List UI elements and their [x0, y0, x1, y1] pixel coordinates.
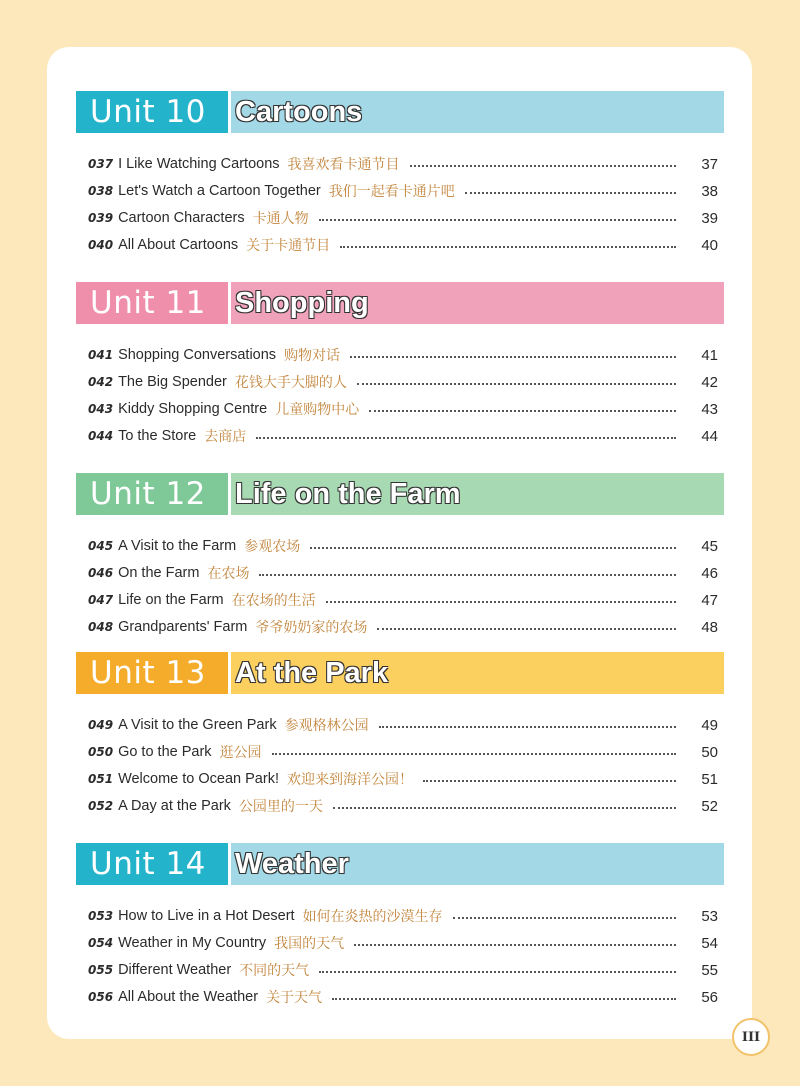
lesson-code: 044: [88, 429, 114, 443]
toc-entry[interactable]: [88, 589, 718, 611]
toc-entry[interactable]: [88, 768, 718, 790]
dot-leader: [326, 601, 676, 603]
lesson-code: 056: [88, 990, 114, 1004]
lesson-code: 053: [88, 909, 114, 923]
lesson-title-zh: 爷爷奶奶家的农场: [255, 620, 368, 636]
dot-leader: [319, 971, 676, 973]
dot-leader: [357, 383, 676, 385]
lesson-page-number: 41: [701, 346, 718, 364]
unit-title: Life on the Farm: [235, 477, 461, 510]
lesson-title-en: Shopping Conversations: [118, 347, 277, 363]
lesson-code: 042: [88, 375, 114, 389]
lesson-title-zh: 关于天气: [266, 990, 323, 1006]
lesson-title-zh: 公园里的一天: [238, 799, 323, 815]
lesson-title-zh: 我们一起看卡通片吧: [328, 184, 455, 200]
lesson-page-number: 38: [701, 182, 718, 200]
lesson-page-number: 56: [701, 988, 718, 1006]
lesson-code: 040: [88, 238, 114, 252]
lesson-title-zh: 我喜欢看卡通节目: [287, 157, 400, 173]
toc-entry[interactable]: [88, 795, 718, 817]
lesson-page-number: 37: [701, 155, 718, 173]
lesson-code: 037: [88, 157, 114, 171]
lesson-page-number: 43: [701, 400, 718, 418]
unit-section: [76, 91, 724, 254]
lesson-title-en: A Visit to the Green Park: [118, 717, 277, 733]
unit-banner-divider: [228, 843, 231, 885]
unit-banner-divider: [228, 282, 231, 324]
dot-leader: [453, 917, 676, 919]
lesson-page-number: 52: [701, 797, 718, 815]
lesson-code: 046: [88, 566, 114, 580]
unit-section: [76, 652, 724, 815]
lesson-title-en: A Day at the Park: [118, 798, 231, 814]
dot-leader: [423, 780, 676, 782]
lesson-page-number: 46: [701, 564, 718, 582]
lesson-title-zh: 关于卡通节目: [246, 238, 331, 254]
lesson-title-zh: 儿童购物中心: [275, 402, 360, 418]
dot-leader: [379, 726, 676, 728]
toc-entry[interactable]: [88, 959, 718, 981]
toc-entry[interactable]: [88, 562, 718, 584]
unit-banner: [76, 91, 724, 133]
page-number-badge: [732, 1018, 770, 1056]
lesson-page-number: 51: [701, 770, 718, 788]
lesson-code: 052: [88, 799, 114, 813]
lesson-page-number: 44: [701, 427, 718, 445]
lesson-code: 049: [88, 718, 114, 732]
lesson-title-zh: 卡通人物: [252, 211, 309, 227]
lesson-page-number: 48: [701, 618, 718, 636]
lesson-title-zh: 参观格林公园: [284, 718, 369, 734]
dot-leader: [465, 192, 676, 194]
unit-number: Unit 12: [76, 473, 228, 515]
lesson-page-number: 45: [701, 537, 718, 555]
unit-banner: [76, 282, 724, 324]
lesson-title-en: Let's Watch a Cartoon Together: [118, 183, 321, 199]
unit-title: Weather: [235, 847, 349, 880]
toc-entry[interactable]: [88, 616, 718, 638]
lesson-title-zh: 花钱大手大脚的人: [234, 375, 347, 391]
lesson-title-zh: 购物对话: [284, 348, 341, 364]
dot-leader: [332, 998, 676, 1000]
dot-leader: [319, 219, 676, 221]
lesson-page-number: 55: [701, 961, 718, 979]
lesson-title-zh: 我国的天气: [274, 936, 345, 952]
lesson-title-zh: 如何在炎热的沙漠生存: [302, 909, 443, 925]
lesson-page-number: 49: [701, 716, 718, 734]
unit-number: Unit 13: [76, 652, 228, 694]
lesson-page-number: 39: [701, 209, 718, 227]
lesson-title-en: To the Store: [118, 428, 197, 444]
lesson-title-zh: 去商店: [204, 429, 247, 445]
unit-banner-divider: [228, 652, 231, 694]
lesson-title-zh: 逛公园: [219, 745, 262, 761]
lesson-title-zh: 在农场: [207, 566, 250, 582]
toc-entry[interactable]: [88, 371, 718, 393]
lesson-code: 055: [88, 963, 114, 977]
unit-banner-divider: [228, 473, 231, 515]
lesson-title-en: On the Farm: [118, 565, 200, 581]
lesson-title-en: The Big Spender: [118, 374, 227, 390]
toc-entry[interactable]: [88, 741, 718, 763]
toc-entry[interactable]: [88, 153, 718, 175]
lesson-page-number: 50: [701, 743, 718, 761]
lesson-page-number: 40: [701, 236, 718, 254]
lesson-title-en: Welcome to Ocean Park!: [118, 771, 279, 787]
lesson-code: 038: [88, 184, 114, 198]
toc-entry[interactable]: [88, 234, 718, 256]
toc-entry[interactable]: [88, 207, 718, 229]
lesson-page-number: 53: [701, 907, 718, 925]
toc-entry[interactable]: [88, 986, 718, 1008]
lesson-code: 043: [88, 402, 114, 416]
dot-leader: [340, 246, 676, 248]
dot-leader: [410, 165, 676, 167]
lesson-title-en: Weather in My Country: [118, 935, 267, 951]
dot-leader: [272, 753, 676, 755]
toc-entry[interactable]: [88, 180, 718, 202]
dot-leader: [377, 628, 676, 630]
unit-section: [76, 843, 724, 1006]
dot-leader: [259, 574, 676, 576]
unit-banner: [76, 843, 724, 885]
dot-leader: [354, 944, 676, 946]
toc-entry[interactable]: [88, 535, 718, 557]
lesson-title-en: All About the Weather: [118, 989, 259, 1005]
toc-entry[interactable]: [88, 932, 718, 954]
unit-banner: [76, 652, 724, 694]
toc-entry[interactable]: [88, 905, 718, 927]
lesson-title-en: Grandparents' Farm: [118, 619, 248, 635]
dot-leader: [333, 807, 676, 809]
toc-entry[interactable]: [88, 425, 718, 447]
lesson-code: 054: [88, 936, 114, 950]
lesson-code: 048: [88, 620, 114, 634]
lesson-title-zh: 在农场的生活: [231, 593, 316, 609]
unit-title: Shopping: [235, 286, 369, 319]
lesson-page-number: 54: [701, 934, 718, 952]
lesson-page-number: 42: [701, 373, 718, 391]
unit-title: At the Park: [235, 656, 389, 689]
lesson-code: 047: [88, 593, 114, 607]
toc-entry[interactable]: [88, 398, 718, 420]
toc-entry[interactable]: [88, 714, 718, 736]
unit-number: Unit 10: [76, 91, 228, 133]
dot-leader: [310, 547, 676, 549]
unit-title: Cartoons: [235, 95, 363, 128]
page-number: III: [741, 1029, 761, 1045]
lesson-title-en: All About Cartoons: [118, 237, 239, 253]
lesson-title-en: Go to the Park: [118, 744, 212, 760]
lesson-title-en: Kiddy Shopping Centre: [118, 401, 268, 417]
lesson-title-zh: 不同的天气: [239, 963, 310, 979]
dot-leader: [369, 410, 676, 412]
lesson-code: 050: [88, 745, 114, 759]
unit-banner-divider: [228, 91, 231, 133]
unit-banner: [76, 473, 724, 515]
unit-section: [76, 473, 724, 636]
toc-entry[interactable]: [88, 344, 718, 366]
lesson-title-en: Different Weather: [118, 962, 232, 978]
lesson-title-zh: 欢迎来到海洋公园！: [286, 772, 413, 788]
lesson-title-en: I Like Watching Cartoons: [118, 156, 280, 172]
lesson-title-en: Life on the Farm: [118, 592, 224, 608]
lesson-page-number: 47: [701, 591, 718, 609]
lesson-title-en: Cartoon Characters: [118, 210, 245, 226]
lesson-title-en: How to Live in a Hot Desert: [118, 908, 295, 924]
lesson-code: 051: [88, 772, 114, 786]
lesson-code: 039: [88, 211, 114, 225]
lesson-code: 045: [88, 539, 114, 553]
unit-number: Unit 14: [76, 843, 228, 885]
lesson-code: 041: [88, 348, 114, 362]
dot-leader: [350, 356, 676, 358]
dot-leader: [256, 437, 676, 439]
unit-number: Unit 11: [76, 282, 228, 324]
unit-section: [76, 282, 724, 445]
lesson-title-en: A Visit to the Farm: [118, 538, 237, 554]
lesson-title-zh: 参观农场: [244, 539, 301, 555]
